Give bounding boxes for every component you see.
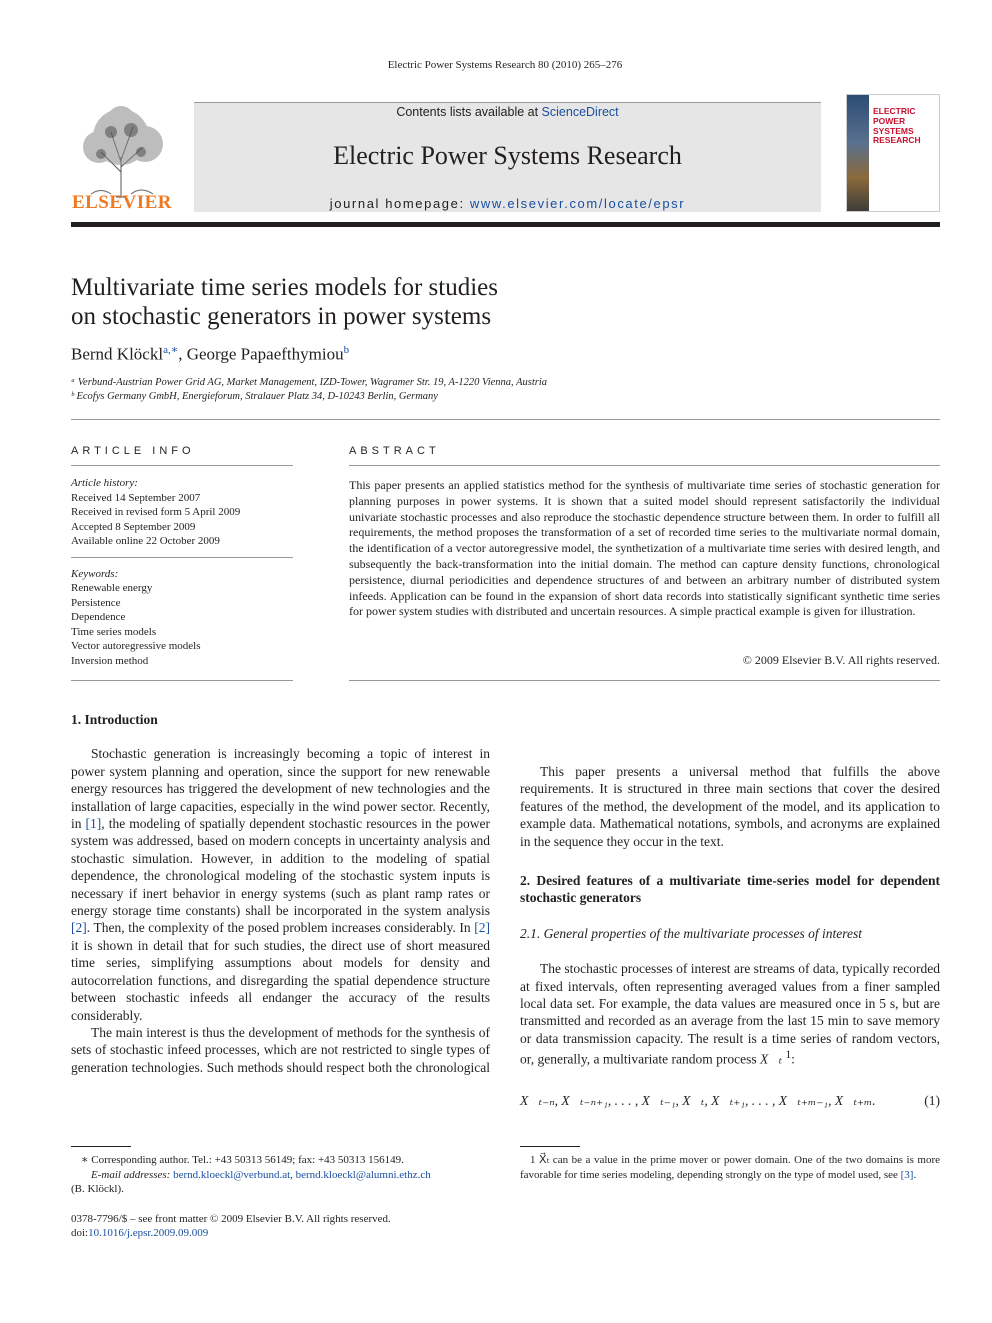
doi-label: doi:: [71, 1227, 89, 1239]
intro-paragraph-1: [71, 745, 490, 1024]
history-item: Accepted 8 September 2009: [71, 520, 196, 533]
text: , the modeling of spatially dependent stochastic resources in the power system was addressed, based on modern concepts in uncertainty analysis and stochastic simulation. However, in addition to the modeling of spatial dependence, the chronological modeling of the stochastic system inputs is necessary if inert behavior in energy systems (such as plant ramp rates or energy storage time constants) shall be incorporated in the system analysis: [71, 816, 490, 919]
ref-link-2[interactable]: [2]: [71, 920, 87, 936]
equation-number: (1): [924, 1093, 940, 1108]
intro-paragraph-2-cont: [520, 711, 940, 763]
footnote-rule: [520, 1146, 580, 1147]
contents-prefix: Contents lists available at: [396, 105, 542, 119]
email-link-2[interactable]: bernd.kloeckl@alumni.ethz.ch: [295, 1168, 431, 1181]
keyword: Time series models: [71, 625, 157, 638]
ref-link-1[interactable]: [1]: [85, 816, 102, 832]
keyword: Inversion method: [71, 654, 149, 667]
equation-body: X⃗ₜ₋ₙ, X⃗ₜ₋ₙ₊₁, . . . , X⃗ₜ₋₁, X⃗ₜ, X⃗ₜ₊₁, . . . , X⃗ₜ₊ₘ₋₁, X⃗ₜ₊ₘ.: [520, 1093, 876, 1108]
intro-paragraph-2: [71, 1024, 490, 1076]
contents-line: [194, 105, 821, 119]
journal-cover-thumbnail: [846, 94, 940, 212]
history-item: Received in revised form 5 April 2009: [71, 506, 241, 518]
text: 1 X⃗ₜ can be a value in the prime mover or power domain. One of the two domains is more favorable for time series modeling, depending strongly on the type of model used, see: [520, 1154, 940, 1181]
keyword: Persistence: [71, 596, 121, 609]
article-title: [71, 273, 771, 331]
header-rule: [71, 222, 940, 227]
email-label: E-mail addresses:: [91, 1168, 174, 1181]
running-head: Electric Power Systems Research 80 (2010) 265–276: [387, 59, 623, 71]
section-2-heading: 2. Desired features of a multivariate time-series model for dependent stochastic generators: [520, 873, 940, 906]
text: The stochastic processes of interest are streams of data, typically recorded at fixed intervals, often representing averaged values from a finer sampled local data set. For example, the data values are measured once in 5 s, but are transmitted and recorded as an average from the last 15 min to save memory or data transmission capacity. The result is a time series of random vectors, or, generally, a multivariate random process: [520, 961, 940, 1067]
homepage-link[interactable]: www.elsevier.com/locate/epsr: [469, 196, 686, 211]
section-1-heading: 1. Introduction: [71, 712, 158, 727]
affiliation-b: ᵇ Ecofys Germany GmbH, Energieforum, Stralauer Platz 34, D-10243 Berlin, Germany: [71, 391, 438, 402]
email-line: [71, 1168, 490, 1183]
journal-banner: [194, 102, 821, 212]
text: Stochastic generation is increasingly becoming a topic of interest in power system planning and operation, since the support for new renewable energy resources has triggered the development of new technologies and the installation of large capacities, especially in the wind power sector. Recently, in: [71, 746, 490, 832]
divider: [349, 465, 940, 466]
cover-photo-strip: [847, 95, 869, 212]
divider: [71, 680, 293, 681]
keywords-heading: Keywords:: [71, 567, 119, 580]
doi-link[interactable]: 10.1016/j.epsr.2009.09.009: [88, 1227, 209, 1239]
footnote-mark[interactable]: 1: [785, 1049, 792, 1062]
email-link-1[interactable]: bernd.kloeckl@verbund.at: [173, 1168, 291, 1181]
math-var: X⃗ₜ: [760, 1051, 783, 1067]
author-2: George Papaefthymiou: [186, 344, 344, 364]
ref-link-3[interactable]: [3]: [900, 1168, 914, 1181]
cover-title: ELECTRIC POWER SYSTEMS RESEARCH: [873, 106, 921, 146]
divider: [71, 465, 293, 466]
elsevier-wordmark: ELSEVIER: [71, 192, 173, 213]
ref-link-2b[interactable]: [2]: [474, 920, 490, 936]
title-line-2: on stochastic generators in power systems: [71, 303, 492, 330]
title-line-1: Multivariate time series models for studies: [71, 274, 498, 301]
author-list: Bernd Klöckl$^{a,∗}$, George Papaefthymiou$^b$: [71, 344, 350, 364]
text: . Then, the complexity of the posed problem increases considerably. In: [86, 920, 475, 936]
divider: [71, 419, 940, 420]
affiliation-a: ᵃ Verbund-Austrian Power Grid AG, Market Management, IZD-Tower, Wagramer Str. 19, A-1220 Vienna, Austria: [71, 377, 547, 388]
history-item: Received 14 September 2007: [71, 491, 201, 504]
footnote-rule: [71, 1146, 131, 1147]
abstract-label: ABSTRACT: [349, 445, 440, 457]
sciencedirect-link[interactable]: ScienceDirect: [541, 105, 619, 119]
homepage-prefix: journal homepage:: [329, 196, 470, 211]
history-item: Available online 22 October 2009: [71, 535, 220, 547]
section-2-1-heading: 2.1. General properties of the multivariate processes of interest: [520, 925, 862, 941]
intro-paragraph-3: This paper presents a universal method that fulfills the above requirements. It is structured in three main sections that cover the desired features of the method, the development of the model, and its application to example data. Mathematical notations, symbols, and acronyms are explained in the sequence they occur in the text.: [520, 764, 940, 849]
abstract-copyright: © 2009 Elsevier B.V. All rights reserved.: [742, 653, 940, 667]
keyword: Vector autoregressive models: [71, 640, 201, 652]
section-2-1-paragraph: [520, 960, 940, 1068]
body-column-left: [71, 711, 490, 1076]
journal-header: [71, 94, 940, 222]
article-info-label: ARTICLE INFO: [71, 445, 195, 457]
issn-line: 0378-7796/$ – see front matter © 2009 Elsevier B.V. All rights reserved.: [71, 1212, 391, 1225]
author-1: Bernd Klöckl: [71, 344, 164, 364]
divider: [71, 549, 293, 558]
text: .: [913, 1168, 917, 1181]
author-footnote: [71, 1153, 490, 1241]
article-info: [71, 476, 293, 668]
affiliations: [71, 376, 547, 404]
text: ,: [290, 1168, 296, 1181]
keyword: Renewable energy: [71, 582, 153, 594]
text: it is shown in detail that for such studies, the direct use of short measured time series, simplifying assumptions about models for density and autocorrelation functions, and disregarding the spatial dependence structure between stochastic infeeds all endanger the accuracy of the results considerably.: [71, 937, 490, 1023]
divider: [349, 680, 940, 681]
body-column-right: [520, 711, 940, 1068]
abstract-text: This paper presents an applied statistics method for the synthesis of multivariate time series of stochastic generation for planning purposes in power systems. It is shown that a suited model should represent satisfactorily the individual univariate stochastic processes and also reproduce the stochastic dependence structure between them. In order to fulfill all requirements, the method proposes the transformation of a set of recorded time series to the multivariate normal domain, the identification of a vector autoregressive model, the synthetization of a multivariate time series with desired length, and subsequently the back-transformation into the initial domain. The method can capture density functions, chronological persistence, diurnal periodicities and dependence structures of and between an arbitrary number of distributed system infeeds. Application can be found in the expansion of short data records into statistically significant synthetic time series for power system studies with distributed and uncertain resources. A simple practical example is given for illustration.: [349, 478, 940, 619]
email-owner: (B. Klöckl).: [71, 1183, 124, 1195]
author-2-affil[interactable]: b: [343, 344, 350, 356]
journal-name: Electric Power Systems Research: [333, 141, 682, 170]
homepage-line: [194, 196, 821, 211]
footnote-1: [520, 1153, 940, 1182]
equation-1: [520, 1093, 940, 1109]
history-heading: Article history:: [71, 477, 138, 489]
keyword: Dependence: [71, 611, 126, 623]
doi-line: [71, 1226, 490, 1241]
author-1-affil[interactable]: a,∗: [163, 344, 179, 356]
text: :: [791, 1051, 795, 1067]
text: The main interest is thus the development of methods for the synthesis of sets of stochastic infeed processes, which are not restricted to single types of generation technologies. Such methods should respect both the chronological: [71, 1024, 490, 1075]
corresponding-author: ∗ Corresponding author. Tel.: +43 50313 56149; fax: +43 50313 156149.: [81, 1154, 404, 1166]
